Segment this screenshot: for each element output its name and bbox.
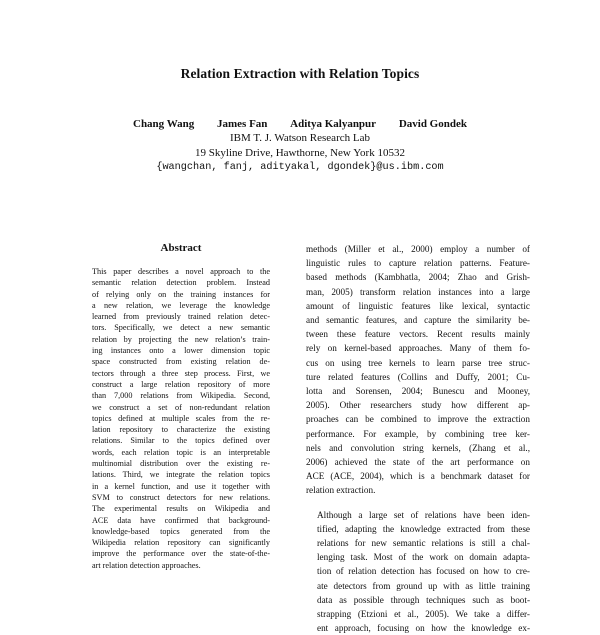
text-line: in a kernel function, and use it together with (92, 481, 270, 491)
text-line: tors. Specifically, we detect a new semantic (92, 323, 270, 333)
text-line: than 7,000 relations from Wikipedia. Second, (92, 391, 270, 401)
text-line: This paper describes a novel approach to the (92, 267, 270, 276)
author-name: Aditya Kalyanpur (290, 118, 377, 130)
author-name: David Gondek (398, 118, 467, 130)
text-line: SVM to construct detectors for new relations. (92, 492, 270, 502)
text-line: ing instances onto a lower dimension topic (92, 346, 270, 356)
text-line: semantic relation detection problem. Instead (92, 278, 270, 288)
affiliation-lab: IBM T. J. Watson Research Lab (230, 132, 370, 144)
text-line: data as possible through techniques such as boot- (317, 594, 530, 605)
author-emails: {wangchan, fanj, adityakal, dgondek}@us.ibm.com (156, 162, 444, 173)
text-line: ate detectors from ground up with as little training (317, 580, 530, 591)
text-line: strapping (Etzioni et al., 2005). We take a differ- (317, 609, 530, 620)
text-line: words, each relation topic is an interpretable (92, 447, 270, 457)
text-line: lenging task. Most of the work on domain adapta- (317, 552, 530, 563)
abstract-body (92, 266, 270, 571)
text-line: relations. Similar to the topics defined over (92, 436, 270, 446)
text-line: relation extraction. (306, 485, 376, 496)
text-line: of relying only on the training instances for (92, 289, 270, 299)
text-line: topics defined at multiple scales from the re- (92, 413, 270, 423)
text-line: relations for new semantic relations is still a chal- (317, 538, 530, 549)
text-line: lotta and Sorensen, 2004; Bunescu and Mooney, (306, 386, 530, 397)
text-line: 2006) achieved the state of the art performance on (306, 457, 530, 468)
text-line: space constructed from existing relation de- (92, 357, 270, 367)
text-line: lations. Third, we integrate the relation topics (92, 470, 270, 480)
text-line: proaches can be combined to improve the extraction (306, 414, 530, 425)
text-line: construct a large relation repository of more (92, 379, 270, 389)
text-line: 2005). Other researchers study how different ap- (306, 400, 530, 411)
text-line: ent approach, focusing on how the knowledge ex- (317, 623, 530, 634)
text-line: ACE data have confirmed that background- (92, 515, 270, 525)
text-line: tween these feature vectors. Recent results mainly (306, 329, 530, 340)
text-line: and semantic features, and capture the similarity be- (306, 315, 530, 326)
paper-title: Relation Extraction with Relation Topics (180, 66, 420, 81)
text-line: The experimental results on Wikipedia and (92, 504, 270, 514)
author-name: James Fan (217, 118, 268, 130)
text-line: a new relation, we leverage the knowledge (92, 300, 270, 310)
affiliation-address: 19 Skyline Drive, Hawthorne, New York 10532 (195, 147, 405, 159)
text-line: learned from previously trained relation detec- (92, 312, 270, 322)
text-line: knowledge-based topics generated from the (92, 526, 270, 536)
text-line: ACE (ACE, 2004), which is a benchmark dataset for (306, 471, 530, 482)
left-column (92, 242, 270, 571)
text-line: art relation detection approaches. (92, 560, 201, 570)
text-line: tectors through a three step process. First, we (92, 368, 270, 378)
author-name: Chang Wang (133, 118, 195, 130)
body-paragraph (306, 242, 530, 498)
text-line: cus on using tree kernels to learn parse tree struc- (306, 357, 530, 368)
text-line: Although a large set of relations have been iden- (317, 509, 530, 520)
text-line: linguistic rules to capture relation patterns. Feature- (306, 258, 530, 269)
text-line: based methods (Kambhatla, 2004; Zhao and Grish- (306, 272, 530, 283)
text-line: rely on kernel-based approaches. Many of them fo- (306, 343, 530, 354)
abstract-heading: Abstract (160, 242, 202, 254)
right-column (306, 242, 530, 635)
text-line: lation repository to characterize the existing (92, 425, 270, 435)
text-line: tion of relation detection has focused on how to cre- (317, 566, 530, 577)
body-paragraph (306, 508, 530, 635)
text-line: improve the performance over the state-of-the- (92, 549, 270, 559)
text-line: tified, adapting the knowledge extracted from these (317, 523, 530, 534)
text-line: amount of linguistic features like lexical, syntactic (306, 300, 530, 311)
text-line: we construct a set of non-redundant relation (92, 402, 270, 412)
text-line: nels and convolution string kernels, (Zhang et al., (306, 442, 530, 453)
text-line: methods (Miller et al., 2000) employ a number of (306, 244, 530, 254)
author-list (0, 118, 600, 130)
text-line: ture related features (Collins and Duffy, 2001; Cu- (306, 371, 530, 382)
text-line: man, 2005) transform relation instances into a large (306, 286, 530, 297)
text-line: performance. For example, by combining tree ker- (306, 428, 530, 439)
text-line: relation by projecting the new relation’s train- (92, 334, 270, 344)
text-line: Wikipedia relation repository can significantly (92, 538, 270, 548)
text-line: multinomial distribution over the existing re- (92, 459, 270, 469)
